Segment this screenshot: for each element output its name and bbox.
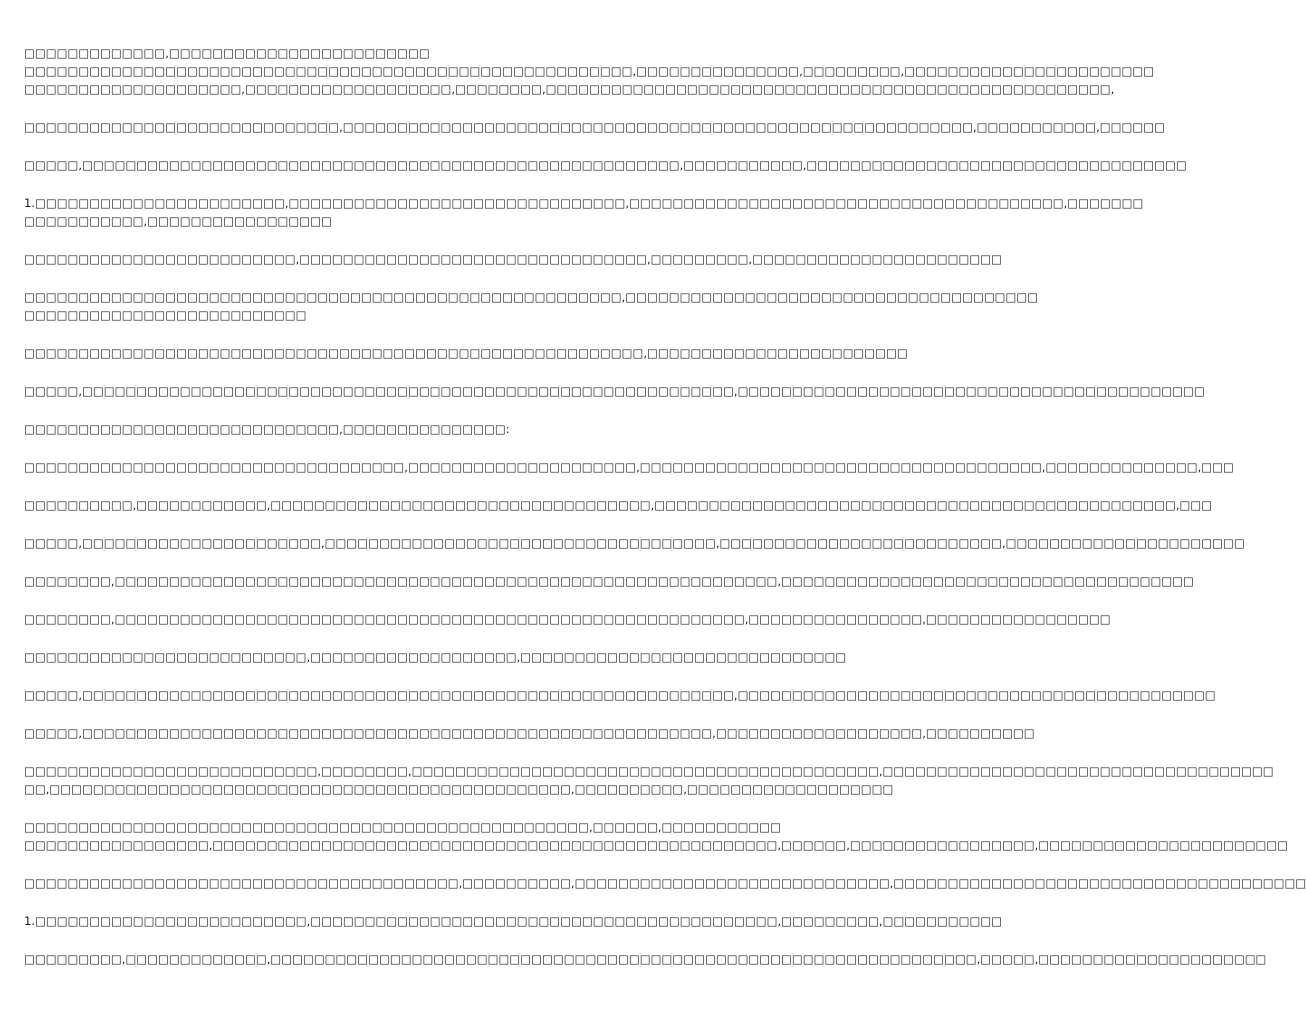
paragraph [24, 194, 1144, 230]
paragraph-line: □□□□□□□□□□□□□□□□□□□□□□□□□,□□□□□□□□□□□□□□□□□□□□□□□□□□□□□□□□,□□□□□□□□□,□□□□□□□□□□□□□□□□□□□□□□□ [24, 252, 1002, 266]
paragraph-line: □□□□□□□□,□□□□□□□□□□□□□□□□□□□□□□□□□□□□□□□□□□□□□□□□□□□□□□□□□□□□□□□□□□,□□□□□□□□□□□□□□□□,□□□□□□□□□□□□□□□□□ [24, 612, 1111, 626]
paragraph-line: □□,□□□□□□□□□□□□□□□□□□□□□□□□□□□□□□□□□□□□□□□□□□□□□□□□,□□□□□□□□□□,□□□□□□□□□□□□□□□□□□□ [24, 782, 894, 796]
paragraph-line: □□□□□□□□□□,□□□□□□□□□□□□,□□□□□□□□□□□□□□□□□□□□□□□□□□□□□□□□□□□,□□□□□□□□□□□□□□□□□□□□□□□□□□□□□□□□□□□□□□□□□□□□□□□□,□□□ [24, 498, 1213, 512]
paragraph [24, 118, 1165, 136]
paragraph-line: □□□□□□□□□□□□□,□□□□□□□□□□□□□□□□□□□□□□□□ [24, 46, 430, 60]
paragraph-line: □□□□□□□□□□□□□□□□□□□□□□□□□□□□□□□□□□□,□□□□□□□□□□□□□□□□□□□□□,□□□□□□□□□□□□□□□□□□□□□□□□□□□□□□□□□□□□□,□□□□□□□□□□□□□□,□□□ [24, 460, 1234, 474]
paragraph-line: □□□□□□□□□□□□□□□□□,□□□□□□□□□□□□□□□□□□□□□□□□□□□□□□□□□□□□□□□□□□□□□□□□□□□□,□□□□□□,□□□□□□□□□□□□□□□□□,□□□□□□□□□□□□□□□□□□□□□□□ [24, 838, 1289, 852]
paragraph [24, 250, 1002, 268]
paragraph [24, 534, 1245, 552]
paragraph [24, 912, 1003, 930]
paragraph-line: 1.□□□□□□□□□□□□□□□□□□□□□□□□□,□□□□□□□□□□□□□□□□□□□□□□□□□□□□□□□□□□□□□□□□□□□,□□□□□□□□□,□□□□□□□□□□□ [24, 914, 1003, 928]
document-page [24, 44, 1306, 1004]
paragraph-line: □□□□□□□□□□□□□□□□□□□□□□□□□□□□□,□□□□□□□□□□□□□□□: [24, 422, 510, 436]
paragraph-line: □□□□□,□□□□□□□□□□□□□□□□□□□□□□,□□□□□□□□□□□□□□□□□□□□□□□□□□□□□□□□□□□□,□□□□□□□□□□□□□□□□□□□□□□□□□□,□□□□□□□□□□□□□□□□□□□□□□ [24, 536, 1245, 550]
paragraph-line: 1.□□□□□□□□□□□□□□□□□□□□□□□,□□□□□□□□□□□□□□□□□□□□□□□□□□□□□□□,□□□□□□□□□□□□□□□□□□□□□□□□□□□□□□□□□□□□□□□□,□□□□□□□ [24, 196, 1144, 210]
paragraph [24, 818, 1289, 854]
paragraph-line: □□□□□□□□□□□□□□□□□□□□□□□□□□□□□□□□□□□□□□□□□□□□□□□□□□□□□□□,□□□□□□□□□□□□□□□□□□□□□□□□□□□□□□□□□□□□□□ [24, 290, 1039, 304]
paragraph-line: □□□□□□□□□□□□□□□□□□□□□□□□□□□□□,□□□□□□□□□□□□□□□□□□□□□□□□□□□□□□□□□□□□□□□□□□□□□□□□□□□□□□□□□□,□□□□□□□□□□□,□□□□□□ [24, 120, 1165, 134]
paragraph-line: □□□□□,□□□□□□□□□□□□□□□□□□□□□□□□□□□□□□□□□□□□□□□□□□□□□□□□□□□□□□□,□□□□□□□□□□□,□□□□□□□□□□□□□□□□□□□□□□□□□□□□□□□□□□□ [24, 158, 1187, 172]
paragraph [24, 950, 1267, 968]
paragraph-line: □□□□□□□□□□□□□□□□□□□□□□□□□□□□□□□□□□□□□□□□□□□□□□□□□□□□□□□□□,□□□□□□□□□□□□□□□□□□□□□□□□ [24, 346, 908, 360]
paragraph [24, 44, 1155, 98]
paragraph-line: □□□□□□□□□□□,□□□□□□□□□□□□□□□□□ [24, 214, 332, 228]
paragraph-line: □□□□□□□□□□□□□□□□□□□□□□□□□□,□□□□□□□□□□□□□□□□□□□,□□□□□□□□□□□□□□□□□□□□□□□□□□□□□□ [24, 650, 847, 664]
paragraph-line: □□□□□,□□□□□□□□□□□□□□□□□□□□□□□□□□□□□□□□□□□□□□□□□□□□□□□□□□□□□□□□□□□□,□□□□□□□□□□□□□□□□□□□□□□□□□□□□□□□□□□□□□□□□□□□ [24, 384, 1205, 398]
paragraph-line: □□□□□,□□□□□□□□□□□□□□□□□□□□□□□□□□□□□□□□□□□□□□□□□□□□□□□□□□□□□□□□□□□□,□□□□□□□□□□□□□□□□□□□□□□□□□□□□□□□□□□□□□□□□□□□□ [24, 688, 1216, 702]
paragraph [24, 610, 1111, 628]
paragraph-line: □□□□□□□□□□□□□□□□□□□□,□□□□□□□□□□□□□□□□□□□,□□□□□□□□,□□□□□□□□□□□□□□□□□□□□□□□□□□□□□□□□□□□□□□□□□□□□□□□□□□□□, [24, 82, 1115, 96]
paragraph-line: □□□□□□□□□,□□□□□□□□□□□□□,□□□□□□□□□□□□□□□□□□□□□□□□□□□□□□□□□□□□□□□□□□□□□□□□□□□□□□□□□□□□□□□□□,□□□□□,□□□□□□□□□□□□□□□□□□□□□ [24, 952, 1267, 966]
paragraph-line: □□□□□,□□□□□□□□□□□□□□□□□□□□□□□□□□□□□□□□□□□□□□□□□□□□□□□□□□□□□□□□□□,□□□□□□□□□□□□□□□□□□□,□□□□□□□□□□ [24, 726, 1035, 740]
paragraph [24, 496, 1213, 514]
paragraph [24, 344, 908, 362]
paragraph-line: □□□□□□□□□□□□□□□□□□□□□□□□□□□□□□□□□□□□□□□□□□□□□□□□□□□□,□□□□□□,□□□□□□□□□□□ [24, 820, 782, 834]
paragraph [24, 874, 1306, 892]
paragraph [24, 724, 1035, 742]
paragraph-line: □□□□□□□□□□□□□□□□□□□□□□□□□□□□□□□□□□□□□□□□□□□□□□□□□□□□□□□□,□□□□□□□□□□□□□□□,□□□□□□□□□,□□□□□□□□□□□□□□□□□□□□□□□ [24, 64, 1155, 78]
paragraph [24, 458, 1234, 476]
paragraph [24, 572, 1194, 590]
paragraph [24, 420, 696, 438]
paragraph [24, 686, 1216, 704]
paragraph [24, 382, 1205, 400]
paragraph-line: □□□□□□□□□□□□□□□□□□□□□□□□□□□□□□□□□□□□□□□□,□□□□□□□□□□,□□□□□□□□□□□□□□□□□□□□□□□□□□□□□,□□□□□□□□□□□□□□□□□□□□□□□□□□□□□□□□□□□□□□ [24, 876, 1306, 890]
paragraph [24, 288, 1039, 324]
paragraph [24, 648, 847, 666]
paragraph [24, 762, 1274, 798]
paragraph-line: □□□□□□□□□□□□□□□□□□□□□□□□□□□,□□□□□□□□,□□□□□□□□□□□□□□□□□□□□□□□□□□□□□□□□□□□□□□□□□□□,□□□□□□□□□□□□□□□□□□□□□□□□□□□□□□□□□□□□ [24, 764, 1274, 778]
paragraph-line: □□□□□□□□□□□□□□□□□□□□□□□□□□ [24, 308, 307, 322]
paragraph [24, 156, 1187, 174]
paragraph-line: □□□□□□□□,□□□□□□□□□□□□□□□□□□□□□□□□□□□□□□□□□□□□□□□□□□□□□□□□□□□□□□□□□□□□□,□□□□□□□□□□□□□□□□□□□□□□□□□□□□□□□□□□□□□□ [24, 574, 1194, 588]
